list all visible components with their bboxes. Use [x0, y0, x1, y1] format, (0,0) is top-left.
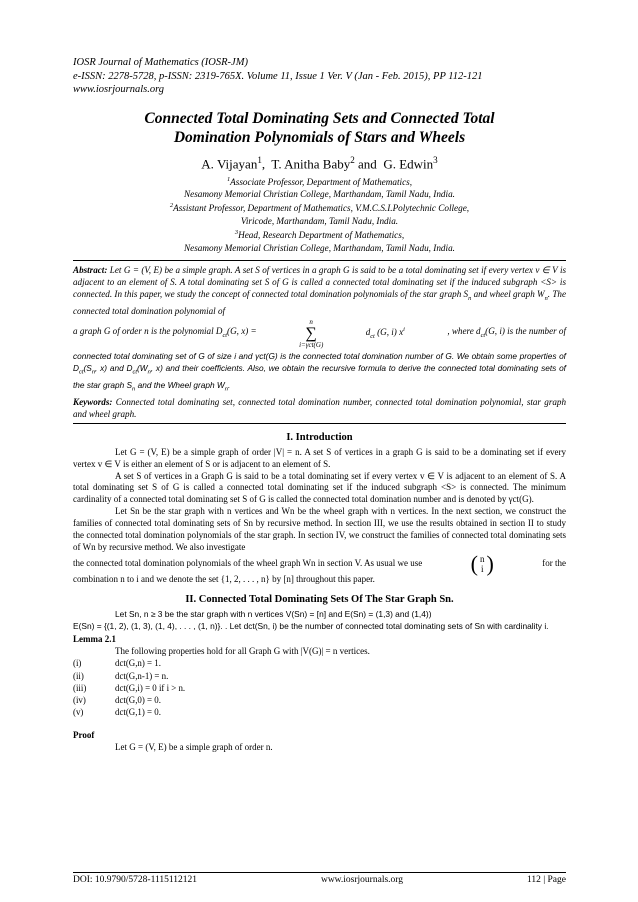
proof-text: Let G = (V, E) be a simple graph of order n. — [115, 742, 273, 753]
author-and: and — [358, 155, 377, 171]
affiliation-line: $^1$Associate Professor, Department of Mathematics, — [226, 175, 413, 187]
paragraph: Let G = (V, E) be a simple graph of order |V| = n. A set S of vertices in a graph G is said to be a dominating set if every vertex v ∈ V is either an element of S or is adjacent to an element of S. — [73, 446, 566, 469]
lemma-block — [73, 634, 566, 658]
author-1: A. Vijayan — [201, 155, 258, 171]
lemma-heading: Lemma 2.1 — [73, 633, 116, 644]
title-line-1: Connected Total Dominating Sets and Connected Total — [144, 109, 495, 127]
binomial-symbol: ( n i ) — [470, 550, 494, 576]
paragraph: combination n to i and we denote the set {1, 2, . . . , n} by [n] throughout this paper. — [73, 573, 375, 584]
affiliation-line: Nesamony Memorial Christian College, Marthandam, Tamil Nadu, India. — [184, 242, 455, 253]
summation-symbol: n ∑ i=γct(G) — [299, 317, 324, 349]
journal-url: www.iosrjournals.org — [73, 84, 165, 95]
section2-body — [73, 609, 566, 633]
polynomial-formula: a graph G of order n is the polynomial $D_{ct}(G$, x) = n ∑ i=γct(G) $d_{ct}$ (G, i) $x^i$ , where $d_{ct}(G$, i) is the number of — [73, 317, 566, 349]
paragraph: Let Sn be the star graph with n vertices and Wn be the wheel graph with n vertices. In the next section, we construct the families of connected total dominating sets of Sn by recursive method. In section III, we use the results obtained in section II to study the connected total domination polynomials of the star graph. In section IV, we construct the families of connected total dominating sets of Wn by recursive method. We also investigate — [73, 506, 566, 553]
footer-page-number: 112 | Page — [526, 875, 566, 885]
paper-title — [73, 109, 566, 147]
list-item: (ii) dct(G,n-1) = n. — [73, 670, 169, 681]
paragraph: E(Sn) = {(1, 2), (1, 3), (1, 4), . . . , (1, n)}. . Let dct(Sn, i) be the number of connected total dominating sets of Sn with cardinality i. — [73, 620, 549, 631]
keywords — [73, 396, 566, 420]
page-footer — [73, 872, 566, 885]
list-item: (i) dct(G,n) = 1. — [73, 658, 161, 669]
affiliation-line: Viricode, Marthandam, Tamil Nadu, India. — [240, 215, 399, 226]
introduction-body — [73, 447, 566, 586]
author-1-sup: 1 — [257, 154, 262, 165]
abstract: Abstract: Let G = (V, E) be a simple graph. A set S of vertices in a graph G is said to be a total dominating set if every vertex v ∈ V is adjacent to an element of S. A total dominating set S of G is called a connected total dominating set if the induced subgraph <S> is connected. In this paper, we study the concept of connected total domination polynomials of the star graph $S_n$ and wheel graph $W_n$. The connected total domination polynomial of a graph G of order n is the polynomial $D_{ct}(G$, x) = n ∑ i=γct(G) $d_{ct}$ (G, i) $x^i$ , where $d_{ct}(G$, i) is the number of connected total dominating set of G of size i and γct(G) is the connected total domination number of G. We obtain some properties of $D_{ct}(S_n$, x) and $D_{ct}(W_n$, x) and their coefficients. Also, we obtain the recursive formula to derive the connected total dominating sets of the star graph $S_n$ and the Wheel graph $W_n$. — [73, 264, 567, 393]
footer-site: www.iosrjournals.org — [320, 875, 404, 885]
author-3: G. Edwin — [383, 155, 434, 171]
affiliations — [73, 174, 566, 254]
paper-page — [73, 56, 566, 754]
list-item: (v) dct(G,1) = 0. — [73, 707, 161, 718]
footer-doi: DOI: 10.9790/5728-1115112121 — [73, 875, 198, 885]
author-list: A. Vijayan$^1$, T. Anitha Baby$^2$ and G. Edwin$^3$ — [201, 154, 438, 171]
list-item: (iii) dct(G,i) = 0 if i > n. — [73, 682, 186, 693]
abstract-label: Abstract: — [73, 264, 108, 275]
lemma-properties — [73, 657, 566, 718]
proof-block — [73, 730, 566, 754]
affiliation-line: Nesamony Memorial Christian College, Marthandam, Tamil Nadu, India. — [184, 189, 455, 200]
lemma-statement: The following properties hold for all Graph G with |V(G)| = n vertices. — [115, 645, 370, 656]
title-line-2: Domination Polynomials of Stars and Wheels — [173, 128, 466, 146]
paragraph: Let Sn, n ≥ 3 be the star graph with n vertices V(Sn) = [n] and E(Sn) = (1,3) and (1,4)) — [115, 608, 432, 619]
journal-header — [73, 56, 566, 97]
keywords-text: Connected total dominating set, connected total domination number, connected total domination polynomial, star graph and wheel graph. — [73, 396, 566, 419]
keywords-label: Keywords: — [73, 396, 113, 407]
journal-name: IOSR Journal of Mathematics (IOSR-JM) — [73, 57, 248, 68]
affiliation-line: $^2$Assistant Professor, Department of Mathematics, V.M.C.S.I.Polytechnic College, — [169, 202, 470, 214]
section-heading-introduction: I. Introduction — [286, 431, 353, 443]
author-3-sup: 3 — [433, 154, 438, 165]
proof-heading: Proof — [73, 730, 95, 741]
author-2-sup: 2 — [350, 154, 355, 165]
section-heading-star-graph: II. Connected Total Dominating Sets Of The Star Graph Sn. — [185, 593, 454, 605]
paragraph: A set S of vertices in a Graph G is said to be a total dominating set if every vertex v ∈ V is adjacent to an element of S. A total dominating set S of G is called a connected total dominating set if the induced subgraph <S> is connected. The minimum cardinality of a connected total dominating set S of G is called the connected total domination number and is denoted by γct(G). — [73, 470, 566, 505]
abstract-bottom-rule — [73, 423, 566, 424]
list-item: (iv) dct(G,0) = 0. — [73, 695, 161, 706]
journal-issn: e-ISSN: 2278-5728, p-ISSN: 2319-765X. Volume 11, Issue 1 Ver. V (Jan - Feb. 2015), PP 112-121 — [73, 70, 483, 82]
affiliation-line: $^3$Head, Research Department of Mathematics, — [234, 229, 405, 241]
abstract-top-rule — [73, 260, 566, 261]
paragraph-line-binomial: the connected total domination polynomials of the wheel graph Wn in section V. As usual we use ( n i ) for the — [73, 550, 566, 576]
author-2: T. Anitha Baby — [271, 155, 351, 171]
